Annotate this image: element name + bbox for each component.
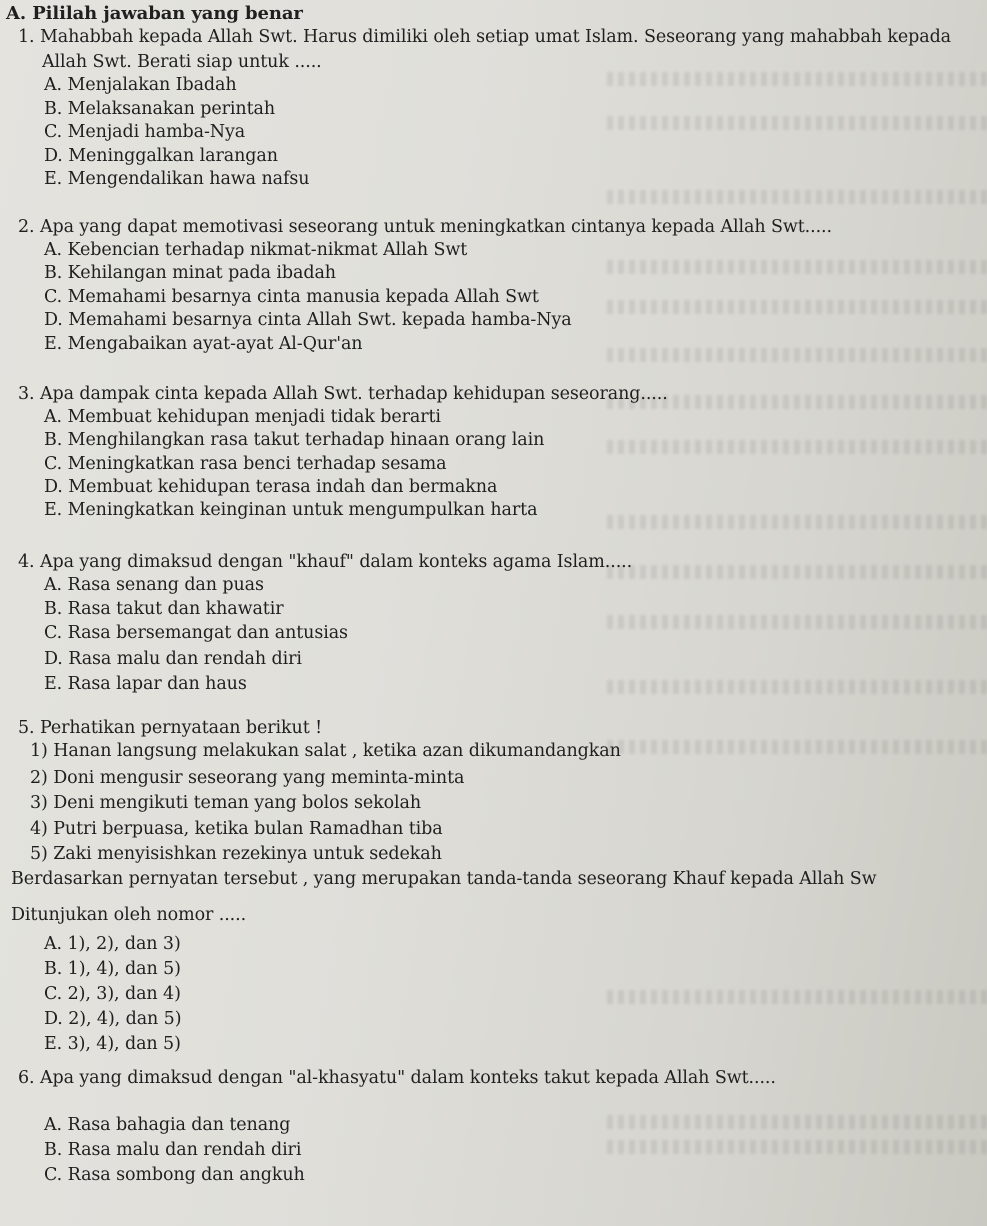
question-5-prompt: Berdasarkan pernyatan tersebut , yang merupakan tanda-tanda seseorang Khauf kepada Allah Sw bbox=[11, 869, 877, 889]
question-5-statement-2: 2) Doni mengusir seseorang yang meminta-minta bbox=[30, 768, 465, 788]
bleed-through-texture bbox=[607, 515, 987, 529]
bleed-through-texture bbox=[607, 1140, 987, 1154]
question-4-text: 4. Apa yang dimaksud dengan "khauf" dalam konteks agama Islam..... bbox=[18, 552, 633, 572]
question-4-option-c[interactable]: C. Rasa bersemangat dan antusias bbox=[44, 623, 348, 643]
question-2-option-b[interactable]: B. Kehilangan minat pada ibadah bbox=[44, 263, 336, 283]
question-6-text: 6. Apa yang dimaksud dengan "al-khasyatu" dalam konteks takut kepada Allah Swt..... bbox=[18, 1068, 776, 1088]
question-6-option-c[interactable]: C. Rasa sombong dan angkuh bbox=[44, 1165, 305, 1185]
bleed-through-texture bbox=[607, 440, 987, 454]
question-4-option-b[interactable]: B. Rasa takut dan khawatir bbox=[44, 599, 284, 619]
bleed-through-texture bbox=[607, 116, 987, 130]
question-1-option-a[interactable]: A. Menjalakan Ibadah bbox=[44, 75, 237, 95]
question-1-option-e[interactable]: E. Mengendalikan hawa nafsu bbox=[44, 169, 310, 189]
question-5-option-e[interactable]: E. 3), 4), dan 5) bbox=[44, 1034, 181, 1054]
question-5-statement-3: 3) Deni mengikuti teman yang bolos sekolah bbox=[30, 793, 422, 813]
bleed-through-texture bbox=[607, 190, 987, 204]
question-3-option-a[interactable]: A. Membuat kehidupan menjadi tidak berarti bbox=[44, 407, 441, 427]
question-6-option-a[interactable]: A. Rasa bahagia dan tenang bbox=[44, 1115, 291, 1135]
question-4-option-a[interactable]: A. Rasa senang dan puas bbox=[44, 575, 264, 595]
question-4-option-e[interactable]: E. Rasa lapar dan haus bbox=[44, 674, 247, 694]
question-1-text: 1. Mahabbah kepada Allah Swt. Harus dimiliki oleh setiap umat Islam. Seseorang yang mahabbah kepada bbox=[18, 27, 951, 47]
bleed-through-texture bbox=[607, 72, 987, 86]
question-2-option-d[interactable]: D. Memahami besarnya cinta Allah Swt. kepada hamba-Nya bbox=[44, 310, 572, 330]
question-2-option-e[interactable]: E. Mengabaikan ayat-ayat Al-Qur'an bbox=[44, 334, 363, 354]
question-5-text: 5. Perhatikan pernyataan berikut ! bbox=[18, 718, 323, 738]
bleed-through-texture bbox=[607, 990, 987, 1004]
question-5-prompt-continued: Ditunjukan oleh nomor ..... bbox=[11, 905, 247, 925]
question-1-option-c[interactable]: C. Menjadi hamba-Nya bbox=[44, 122, 246, 142]
question-3-option-c[interactable]: C. Meningkatkan rasa benci terhadap sesama bbox=[44, 454, 447, 474]
bleed-through-texture bbox=[607, 1115, 987, 1129]
bleed-through-texture bbox=[607, 260, 987, 274]
question-1-option-b[interactable]: B. Melaksanakan perintah bbox=[44, 99, 276, 119]
question-4-option-d[interactable]: D. Rasa malu dan rendah diri bbox=[44, 649, 302, 669]
question-6-option-b[interactable]: B. Rasa malu dan rendah diri bbox=[44, 1140, 302, 1160]
question-5-statement-5: 5) Zaki menyisishkan rezekinya untuk sedekah bbox=[30, 844, 442, 864]
question-3-text: 3. Apa dampak cinta kepada Allah Swt. terhadap kehidupan seseorang..... bbox=[18, 384, 668, 404]
bleed-through-texture bbox=[607, 680, 987, 694]
bleed-through-texture bbox=[607, 740, 987, 754]
question-3-option-b[interactable]: B. Menghilangkan rasa takut terhadap hinaan orang lain bbox=[44, 430, 545, 450]
question-1-text-continued: Allah Swt. Berati siap untuk ..... bbox=[42, 52, 322, 72]
question-3-option-e[interactable]: E. Meningkatkan keinginan untuk mengumpulkan harta bbox=[44, 500, 538, 520]
question-2-option-a[interactable]: A. Kebencian terhadap nikmat-nikmat Allah Swt bbox=[44, 240, 468, 260]
question-3-option-d[interactable]: D. Membuat kehidupan terasa indah dan bermakna bbox=[44, 477, 498, 497]
question-5-option-b[interactable]: B. 1), 4), dan 5) bbox=[44, 959, 181, 979]
question-2-text: 2. Apa yang dapat memotivasi seseorang untuk meningkatkan cintanya kepada Allah Swt..... bbox=[18, 217, 832, 237]
question-5-statement-4: 4) Putri berpuasa, ketika bulan Ramadhan tiba bbox=[30, 819, 443, 839]
section-title: A. Pililah jawaban yang benar bbox=[6, 3, 303, 24]
question-5-statement-1: 1) Hanan langsung melakukan salat , ketika azan dikumandangkan bbox=[30, 741, 621, 761]
question-5-option-a[interactable]: A. 1), 2), dan 3) bbox=[44, 934, 181, 954]
bleed-through-texture bbox=[607, 348, 987, 362]
question-5-option-d[interactable]: D. 2), 4), dan 5) bbox=[44, 1009, 182, 1029]
question-1-option-d[interactable]: D. Meninggalkan larangan bbox=[44, 146, 278, 166]
bleed-through-texture bbox=[607, 300, 987, 314]
question-5-option-c[interactable]: C. 2), 3), dan 4) bbox=[44, 984, 181, 1004]
bleed-through-texture bbox=[607, 615, 987, 629]
bleed-through-texture bbox=[607, 565, 987, 579]
question-2-option-c[interactable]: C. Memahami besarnya cinta manusia kepada Allah Swt bbox=[44, 287, 539, 307]
